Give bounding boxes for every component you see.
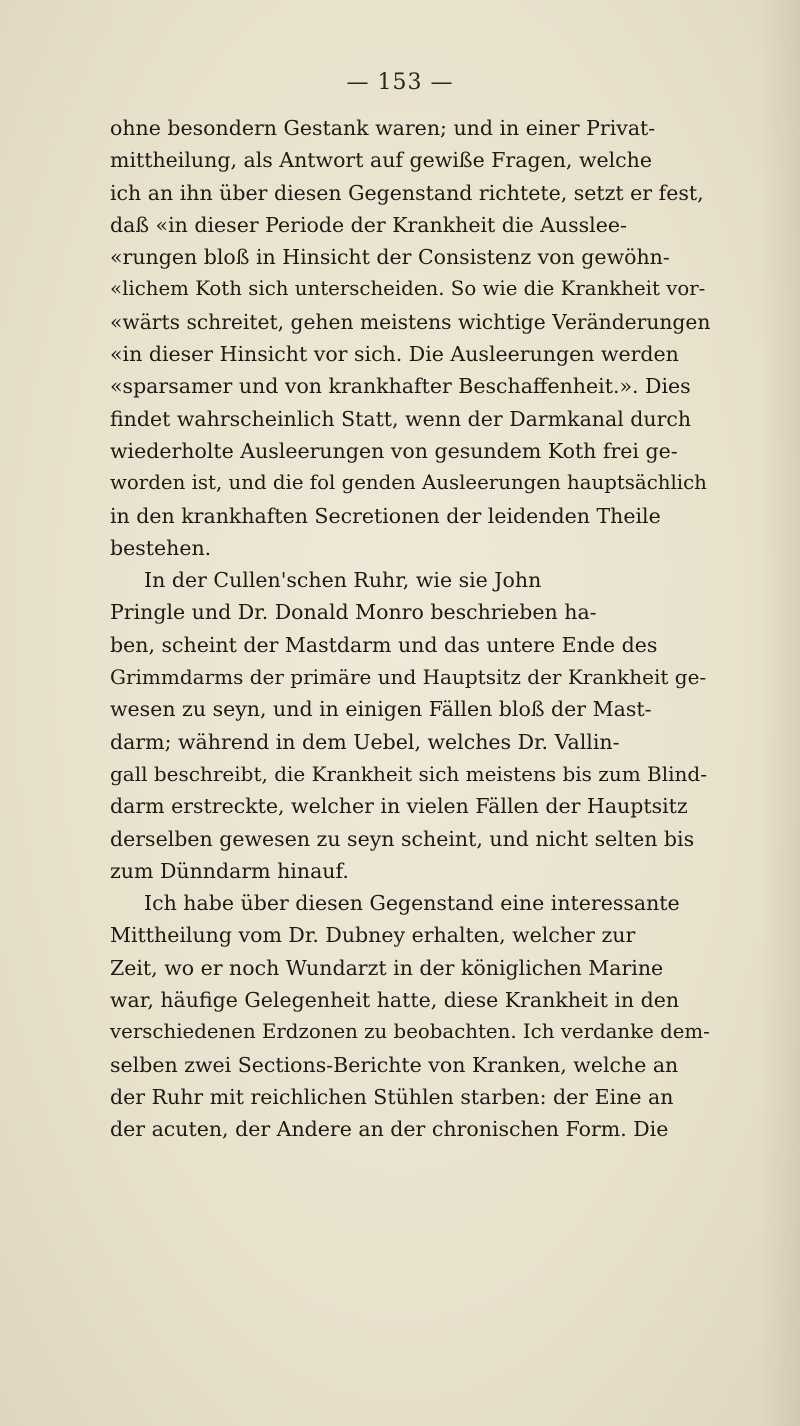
text-line: worden ist, und die fol genden Ausleerungen hauptsächlich (110, 471, 707, 495)
text-line: «lichem Koth sich unterscheiden. So wie die Krankheit vor- (110, 277, 706, 301)
text-line: Grimmdarms der primäre und Hauptsitz der Krankheit ge- (110, 665, 707, 690)
text-line: der Ruhr mit reichlichen Stühlen starben: der Eine an (110, 1084, 674, 1109)
text-line: «sparsamer und von krankhafter Beschaffenheit.». Dies (110, 374, 691, 399)
text-line: ich an ihn über diesen Gegenstand richtete, setzt er fest, (110, 180, 704, 205)
text-line: ben, scheint der Mastdarm und das untere Ende des (110, 632, 658, 657)
text-line: daß «in dieser Periode der Krankheit die Ausslee- (110, 212, 627, 237)
page-edge-shadow (760, 0, 800, 1426)
text-line: zum Dünndarm hinauf. (110, 858, 349, 883)
text-line: «wärts schreitet, gehen meistens wichtige Veränderungen (110, 309, 711, 334)
text-line: Mittheilung vom Dr. Dubney erhalten, welcher zur (110, 923, 636, 948)
text-line: gall beschreibt, die Krankheit sich meistens bis zum Blind- (110, 761, 707, 786)
text-line: wiederholte Ausleerungen von gesundem Koth frei ge- (110, 438, 678, 463)
text-line: Zeit, wo er noch Wundarzt in der königlichen Marine (110, 955, 664, 980)
text-line: mittheilung, als Antwort auf gewiße Fragen, welche (110, 148, 652, 173)
text-line: in den krankhaften Secretionen der leidenden Theile (110, 503, 661, 528)
text-line: darm; während in dem Uebel, welches Dr. Vallin- (110, 729, 620, 754)
paragraph-start-line: In der Cullen'schen Ruhr, wie sie John (144, 568, 542, 593)
text-line: darm erstreckte, welcher in vielen Fällen der Hauptsitz (110, 794, 688, 819)
text-line: bestehen. (110, 535, 212, 560)
text-line: war, häufige Gelegenheit hatte, diese Krankheit in den (110, 988, 680, 1013)
text-line: wesen zu seyn, und in einigen Fällen bloß der Mast- (110, 697, 652, 722)
text-line: ohne besondern Gestank waren; und in einer Privat- (110, 116, 656, 140)
text-line: «rungen bloß in Hinsicht der Consistenz von gewöhn- (110, 245, 670, 270)
text-line: findet wahrscheinlich Statt, wenn der Darmkanal durch (110, 406, 692, 431)
paragraph-start-line: Ich habe über diesen Gegenstand eine interessante (144, 891, 680, 916)
text-line: der acuten, der Andere an der chronischen Form. Die (110, 1117, 669, 1142)
text-line: «in dieser Hinsicht vor sich. Die Ausleerungen werden (110, 342, 679, 367)
body-text (110, 112, 710, 1146)
text-line: selben zwei Sections-Berichte von Kranken, welche an (110, 1052, 679, 1077)
text-line: Pringle und Dr. Donald Monro beschrieben ha- (110, 600, 597, 625)
text-line: derselben gewesen zu seyn scheint, und nicht selten bis (110, 826, 695, 851)
text-line: verschiedenen Erdzonen zu beobachten. Ich verdanke dem- (110, 1020, 710, 1044)
page-number: — 153 — (346, 70, 454, 95)
